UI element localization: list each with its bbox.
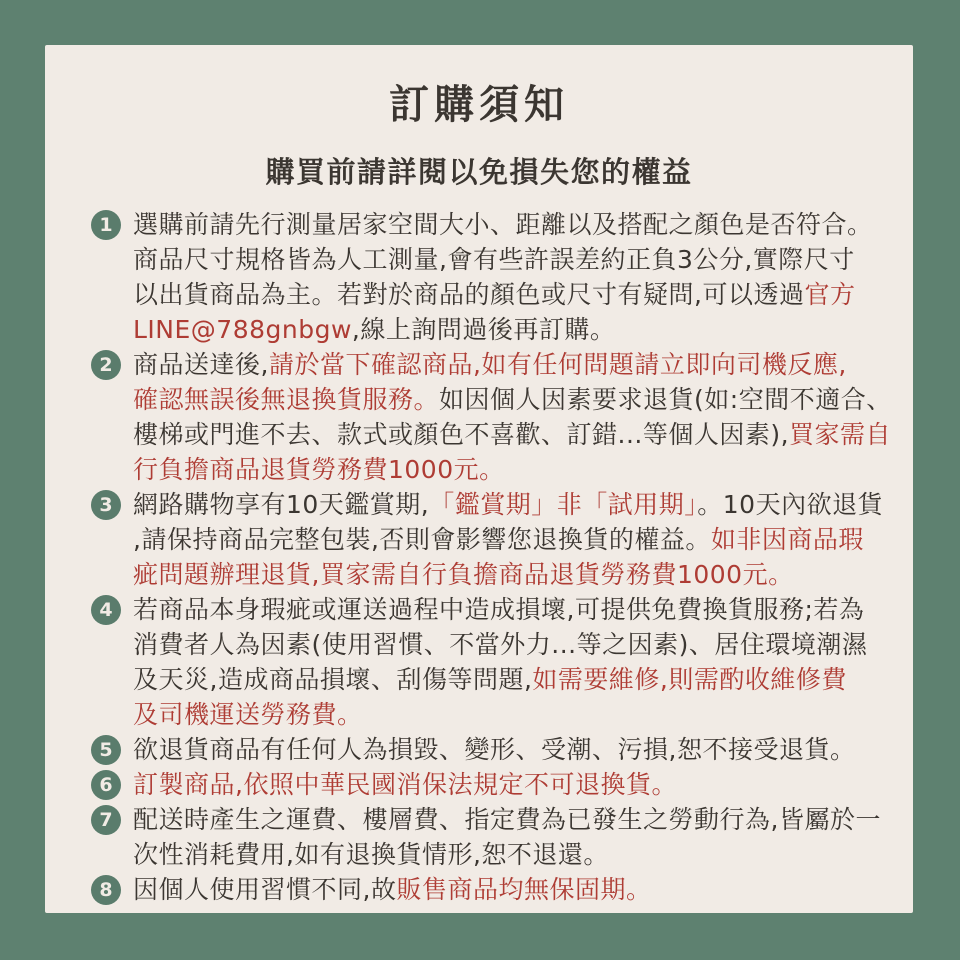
item-text	[133, 487, 883, 592]
body-text: 商品送達後,	[133, 350, 269, 379]
body-text: 。10天內欲退貨	[697, 490, 884, 519]
body-text: 商品尺寸規格皆為人工測量,會有些許誤差約正負3公分,實際尺寸	[133, 245, 855, 274]
item-number-badge: 8	[91, 875, 121, 905]
body-text: ,請保持商品完整包裝,否則會影響您退換貨的權益。	[133, 525, 711, 554]
item-number-badge: 3	[91, 490, 121, 520]
item-text-line	[133, 837, 881, 872]
highlight-red-text: 「鑑賞期」非「試用期」	[429, 490, 698, 519]
item-number-badge: 4	[91, 595, 121, 625]
item-text	[133, 872, 875, 907]
item-text-line	[133, 382, 892, 417]
item-text-line	[133, 592, 875, 627]
body-text: 以出貨商品為主。若對於商品的顏色或尺寸有疑問,可以透過	[133, 280, 805, 309]
item-text-line	[133, 452, 892, 487]
item-number-badge: 2	[91, 350, 121, 380]
highlight-red-text: 疵問題辦理退貨,買家需自行負擔商品退貨勞務費1000元。	[133, 560, 794, 589]
body-text: ,線上詢問過後再訂購。	[351, 315, 616, 344]
notice-item-6	[91, 767, 875, 802]
body-text: 欲退貨商品有任何人為損毀、變形、受潮、污損,恕不接受退貨。	[133, 735, 856, 764]
item-number-badge: 1	[91, 210, 121, 240]
item-text-line	[133, 312, 875, 347]
body-text: 如因個人因素要求退貨(如:空間不適合、	[439, 385, 892, 414]
highlight-red-text: 訂製商品,依照中華民國消保法規定不可退換貨。	[133, 770, 677, 799]
item-text-line	[133, 207, 875, 242]
item-text	[133, 802, 881, 872]
item-number-badge: 7	[91, 805, 121, 835]
item-text-line	[133, 242, 875, 277]
body-text: 選購前請先行測量居家空間大小、距離以及搭配之顏色是否符合。	[133, 210, 873, 239]
item-text-line	[133, 872, 875, 907]
notice-list	[91, 207, 892, 907]
highlight-red-text: 買家需自	[789, 420, 892, 449]
item-text	[133, 347, 892, 487]
body-text: 網路購物享有10天鑑賞期,	[133, 490, 430, 519]
item-text-line	[133, 802, 881, 837]
body-text: 配送時產生之運費、樓層費、指定費為已發生之勞動行為,皆屬於一	[133, 805, 881, 834]
item-text-line	[133, 697, 875, 732]
item-text-line	[133, 732, 875, 767]
notice-item-1	[91, 207, 875, 347]
item-text-line	[133, 522, 883, 557]
highlight-red-text: 確認無誤後無退換貨服務。	[133, 385, 440, 414]
item-text	[133, 207, 875, 347]
notice-item-3	[91, 487, 884, 592]
highlight-red-text: 請於當下確認商品,如有任何問題請立即向司機反應,	[268, 350, 847, 379]
notice-item-4	[91, 592, 875, 732]
item-text-line	[133, 557, 883, 592]
item-text-line	[133, 417, 892, 452]
body-text: 樓梯或門進不去、款式或顏色不喜歡、訂錯...等個人因素),	[133, 420, 790, 449]
page-title: 訂購須知	[389, 82, 569, 128]
notice-item-5	[91, 732, 875, 767]
body-text: 消費者人為因素(使用習慣、不當外力...等之因素)、居住環境潮濕	[133, 630, 868, 659]
highlight-red-text: LINE@788gnbgw	[133, 315, 352, 344]
highlight-red-text: 及司機運送勞務費。	[133, 700, 363, 729]
item-text-line	[133, 627, 875, 662]
body-text: 次性消耗費用,如有退換貨情形,恕不退還。	[133, 840, 609, 869]
item-text	[133, 732, 875, 767]
highlight-red-text: 官方	[804, 280, 856, 309]
item-text-line	[133, 767, 875, 802]
page-subtitle: 購買前請詳閱以免損失您的權益	[265, 155, 693, 189]
item-text-line	[133, 487, 883, 522]
body-text: 若商品本身瑕疵或運送過程中造成損壞,可提供免費換貨服務;若為	[133, 595, 865, 624]
item-number-badge: 6	[91, 770, 121, 800]
body-text: 因個人使用習慣不同,故	[133, 875, 397, 904]
item-text	[133, 592, 875, 732]
highlight-red-text: 如需要維修,則需酌收維修費	[532, 665, 847, 694]
highlight-red-text: 販售商品均無保固期。	[396, 875, 652, 904]
notice-panel	[45, 45, 913, 913]
highlight-red-text: 行負擔商品退貨勞務費1000元。	[133, 455, 505, 484]
notice-item-8	[91, 872, 875, 907]
highlight-red-text: 如非因商品瑕	[710, 525, 864, 554]
item-text-line	[133, 347, 892, 382]
item-number-badge: 5	[91, 735, 121, 765]
item-text-line	[133, 662, 875, 697]
notice-item-2	[91, 347, 892, 487]
notice-item-7	[91, 802, 881, 872]
item-text	[133, 767, 875, 802]
item-text-line	[133, 277, 875, 312]
body-text: 及天災,造成商品損壞、刮傷等問題,	[133, 665, 533, 694]
